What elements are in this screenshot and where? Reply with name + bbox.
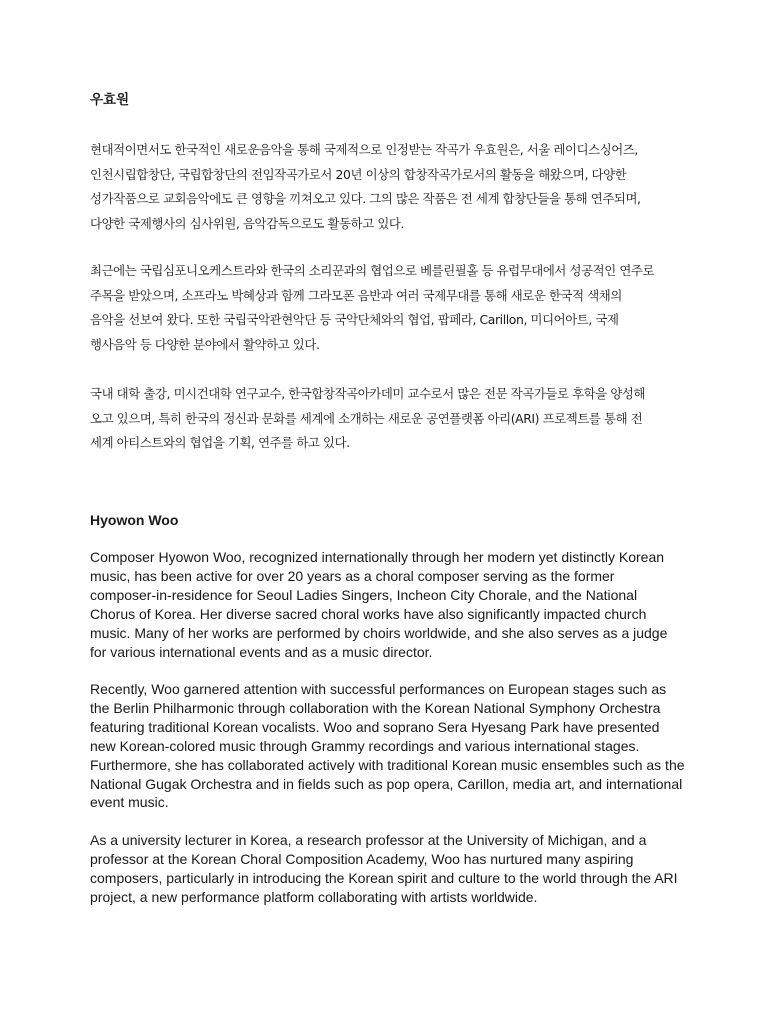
text-line: 최근에는 국립심포니오케스트라와 한국의 소리꾼과의 협업으로 베를린필홀 등 유럽무대에서 성공적인 연주로 [90,263,655,278]
korean-paragraph-1 [90,138,690,236]
english-paragraph-2 [90,680,690,812]
text-line: 오고 있으며, 특히 한국의 정신과 문화를 세계에 소개하는 새로운 공연플랫폼 아리(ARI) 프로젝트를 통해 전 [90,410,643,426]
korean-paragraph-2 [90,259,690,357]
text-line: Composer Hyowon Woo, recognized internationally through her modern yet distinctly Korean [90,549,665,565]
text-line: 주목을 받았으며, 소프라노 박혜상과 함께 그라모폰 음반과 여러 국제무대를 통해 새로운 한국적 색채의 [90,287,622,303]
text-line: project, a new performance platform collaborating with artists worldwide. [90,888,538,905]
text-line: As a university lecturer in Korea, a research professor at the University of Michigan, and a [90,832,647,848]
text-line: Chorus of Korea. Her diverse sacred choral works have also significantly impacted church [90,605,647,622]
english-paragraph-3 [90,831,690,907]
text-line: 성가작품으로 교회음악에도 큰 영향을 끼쳐오고 있다. 그의 많은 작품은 전 세계 합창단들을 통해 연주되며, [90,191,641,206]
english-title: Hyowon Woo [90,512,179,528]
text-line: National Gugak Orchestra and in fields such as pop opera, Carillon, media art, and international [90,775,683,792]
text-line: Furthermore, she has collaborated actively with traditional Korean music ensembles such as the [90,756,685,773]
text-line: composer-in-residence for Seoul Ladies Singers, Incheon City Chorale, and the National [90,586,638,603]
text-line: 인천시립합창단, 국립합창단의 전임작곡가로서 20년 이상의 합창작곡가로서의 활동을 해왔으며, 다양한 [90,166,627,182]
text-line: music, has been active for over 20 years as a choral composer serving as the former [90,567,615,584]
english-paragraph-1 [90,548,690,661]
text-line: event music. [90,794,169,811]
text-line: 다양한 국제행사의 심사위원, 음악감독으로도 활동하고 있다. [90,215,405,231]
text-line: featuring traditional Korean vocalists. Woo and soprano Sera Hyesang Park have presented [90,718,660,735]
text-line: 현대적이면서도 한국적인 새로운음악을 통해 국제적으로 인정받는 작곡가 우효원은, 서울 레이디스싱어즈, [90,142,638,157]
text-line: music. Many of her works are performed by choirs worldwide, and she also serves as a judge [90,624,668,641]
text-line: the Berlin Philharmonic through collaboration with the Korean National Symphony Orchestra [90,699,661,716]
text-line: professor at the Korean Choral Composition Academy, Woo has nurtured many aspiring [90,850,634,867]
text-line: 세계 아티스트와의 협업을 기획, 연주를 하고 있다. [90,435,350,450]
text-line: composers, particularly in introducing the Korean spirit and culture to the world through the ARI [90,869,678,886]
text-line: 음악을 선보여 왔다. 또한 국립국악관현악단 등 국악단체와의 협업, 팝페라, Carillon, 미디어아트, 국제 [90,312,619,327]
text-line: 국내 대학 출강, 미시건대학 연구교수, 한국합창작곡아카데미 교수로서 많은 전문 작곡가들로 후학을 양성해 [90,386,646,401]
korean-paragraph-3 [90,382,690,456]
text-line: Recently, Woo garnered attention with successful performances on European stages such as [90,681,667,697]
korean-title: 우효원 [90,92,130,108]
text-line: for various international events and as a music director. [90,643,433,660]
text-line: new Korean-colored music through Grammy recordings and various international stages. [90,737,640,754]
text-line: 행사음악 등 다양한 분야에서 활약하고 있다. [90,336,320,352]
